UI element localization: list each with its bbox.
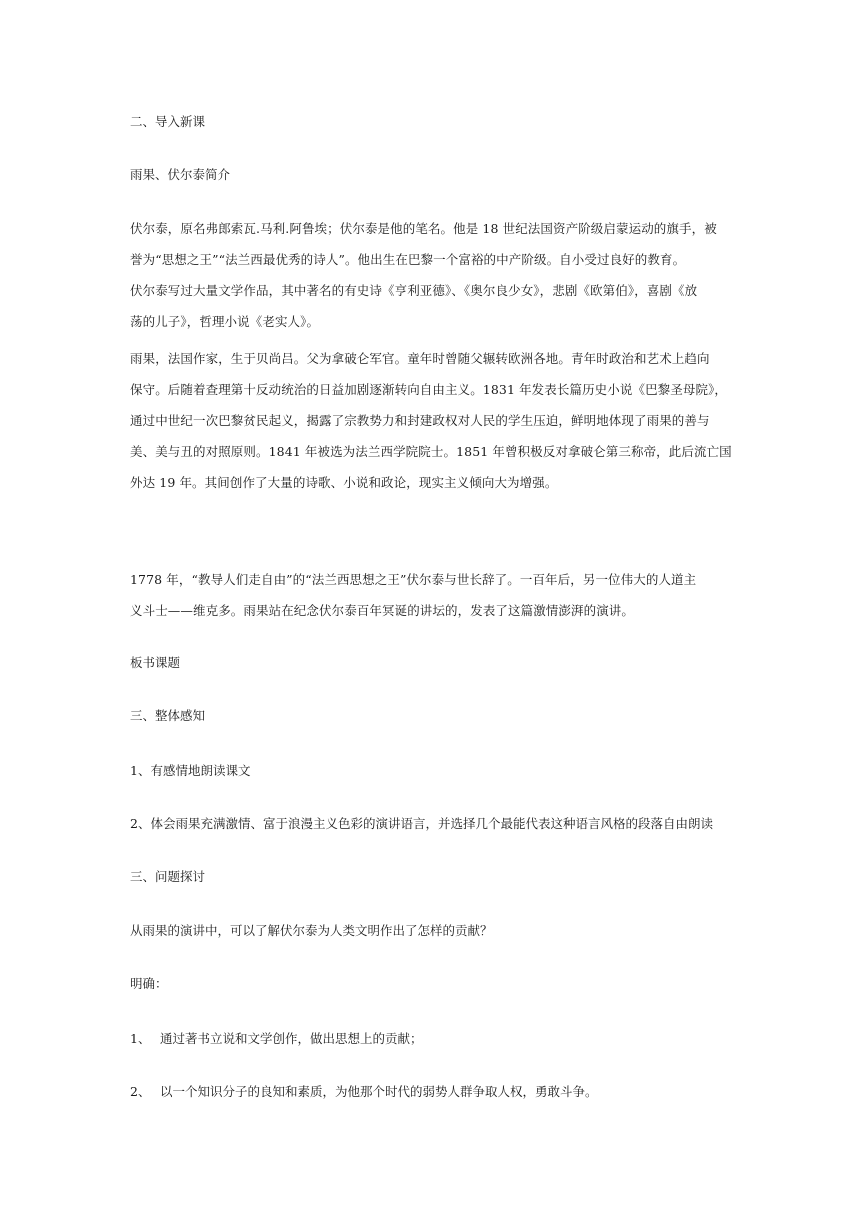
paragraph-line: 通过中世纪一次巴黎贫民起义，揭露了宗教势力和封建政权对人民的学生压迫，鲜明地体现了雨果的善与	[130, 413, 710, 428]
paragraph-line: 义斗士——维克多。雨果站在纪念伏尔泰百年冥诞的讲坛的，发表了这篇激情澎湃的演讲。	[130, 603, 635, 618]
paragraph-line: 外达 19 年。其间创作了大量的诗歌、小说和政论，现实主义倾向大为增强。	[130, 475, 558, 490]
discussion-heading: 三、问题探讨	[130, 869, 206, 884]
paragraph-line: 誉为“思想之王”“法兰西最优秀的诗人”。他出生在巴黎一个富裕的中产阶级。自小受过良好的教育。	[130, 252, 686, 267]
paragraph-line: 荡的儿子》，哲理小说《老实人》。	[130, 314, 320, 329]
intro-heading: 二、导入新课	[130, 114, 206, 129]
paragraph-line: 美、美与丑的对照原则。1841 年被选为法兰西学院院士。1851 年曾积极反对拿破仑第三称帝，此后流亡国	[130, 444, 732, 459]
bio-heading: 雨果、伏尔泰简介	[130, 167, 231, 182]
answer-item	[130, 1030, 423, 1048]
paragraph-line: 雨果，法国作家，生于贝尚吕。父为拿破仑军官。童年时曾随父辗转欧洲各地。青年时政治和艺术上趋向	[130, 351, 710, 366]
voltaire-paragraph	[130, 213, 744, 337]
answer-item	[130, 1083, 598, 1101]
clarify-label: 明确：	[130, 976, 168, 991]
overall-heading: 三、整体感知	[130, 708, 206, 723]
hugo-paragraph	[130, 343, 744, 498]
task-2: 2、体会雨果充满激情、富于浪漫主义色彩的演讲语言，并选择几个最能代表这种语言风格的段落自由朗读	[130, 816, 713, 831]
speech-paragraph	[130, 564, 744, 626]
answer-number: 1、	[130, 1031, 151, 1046]
paragraph-line: 伏尔泰写过大量文学作品，其中著名的有史诗《亨利亚德》、《奥尔良少女》，悲剧《欧第伯》，喜剧《放	[130, 283, 698, 298]
paragraph-line: 保守。后随着查理第十反动统治的日益加剧逐渐转向自由主义。1831 年发表长篇历史小说《巴黎圣母院》，	[130, 382, 728, 397]
board-title: 板书课题	[130, 655, 181, 670]
answer-text: 以一个知识分子的良知和素质，为他那个时代的弱势人群争取人权，勇敢斗争。	[160, 1084, 598, 1099]
paragraph-line: 伏尔泰，原名弗郎索瓦.马利.阿鲁埃；伏尔泰是他的笔名。他是 18 世纪法国资产阶级启蒙运动的旗手，被	[130, 221, 717, 236]
answer-number: 2、	[130, 1084, 151, 1099]
answer-text: 通过著书立说和文学创作，做出思想上的贡献；	[160, 1031, 423, 1046]
question-text: 从雨果的演讲中，可以了解伏尔泰为人类文明作出了怎样的贡献？	[130, 923, 493, 938]
paragraph-line: 1778 年，“教导人们走自由”的“法兰西思想之王”伏尔泰与世长辞了。一百年后，另一位伟大的人道主	[130, 572, 697, 587]
task-1: 1、有感情地朗读课文	[130, 763, 251, 778]
